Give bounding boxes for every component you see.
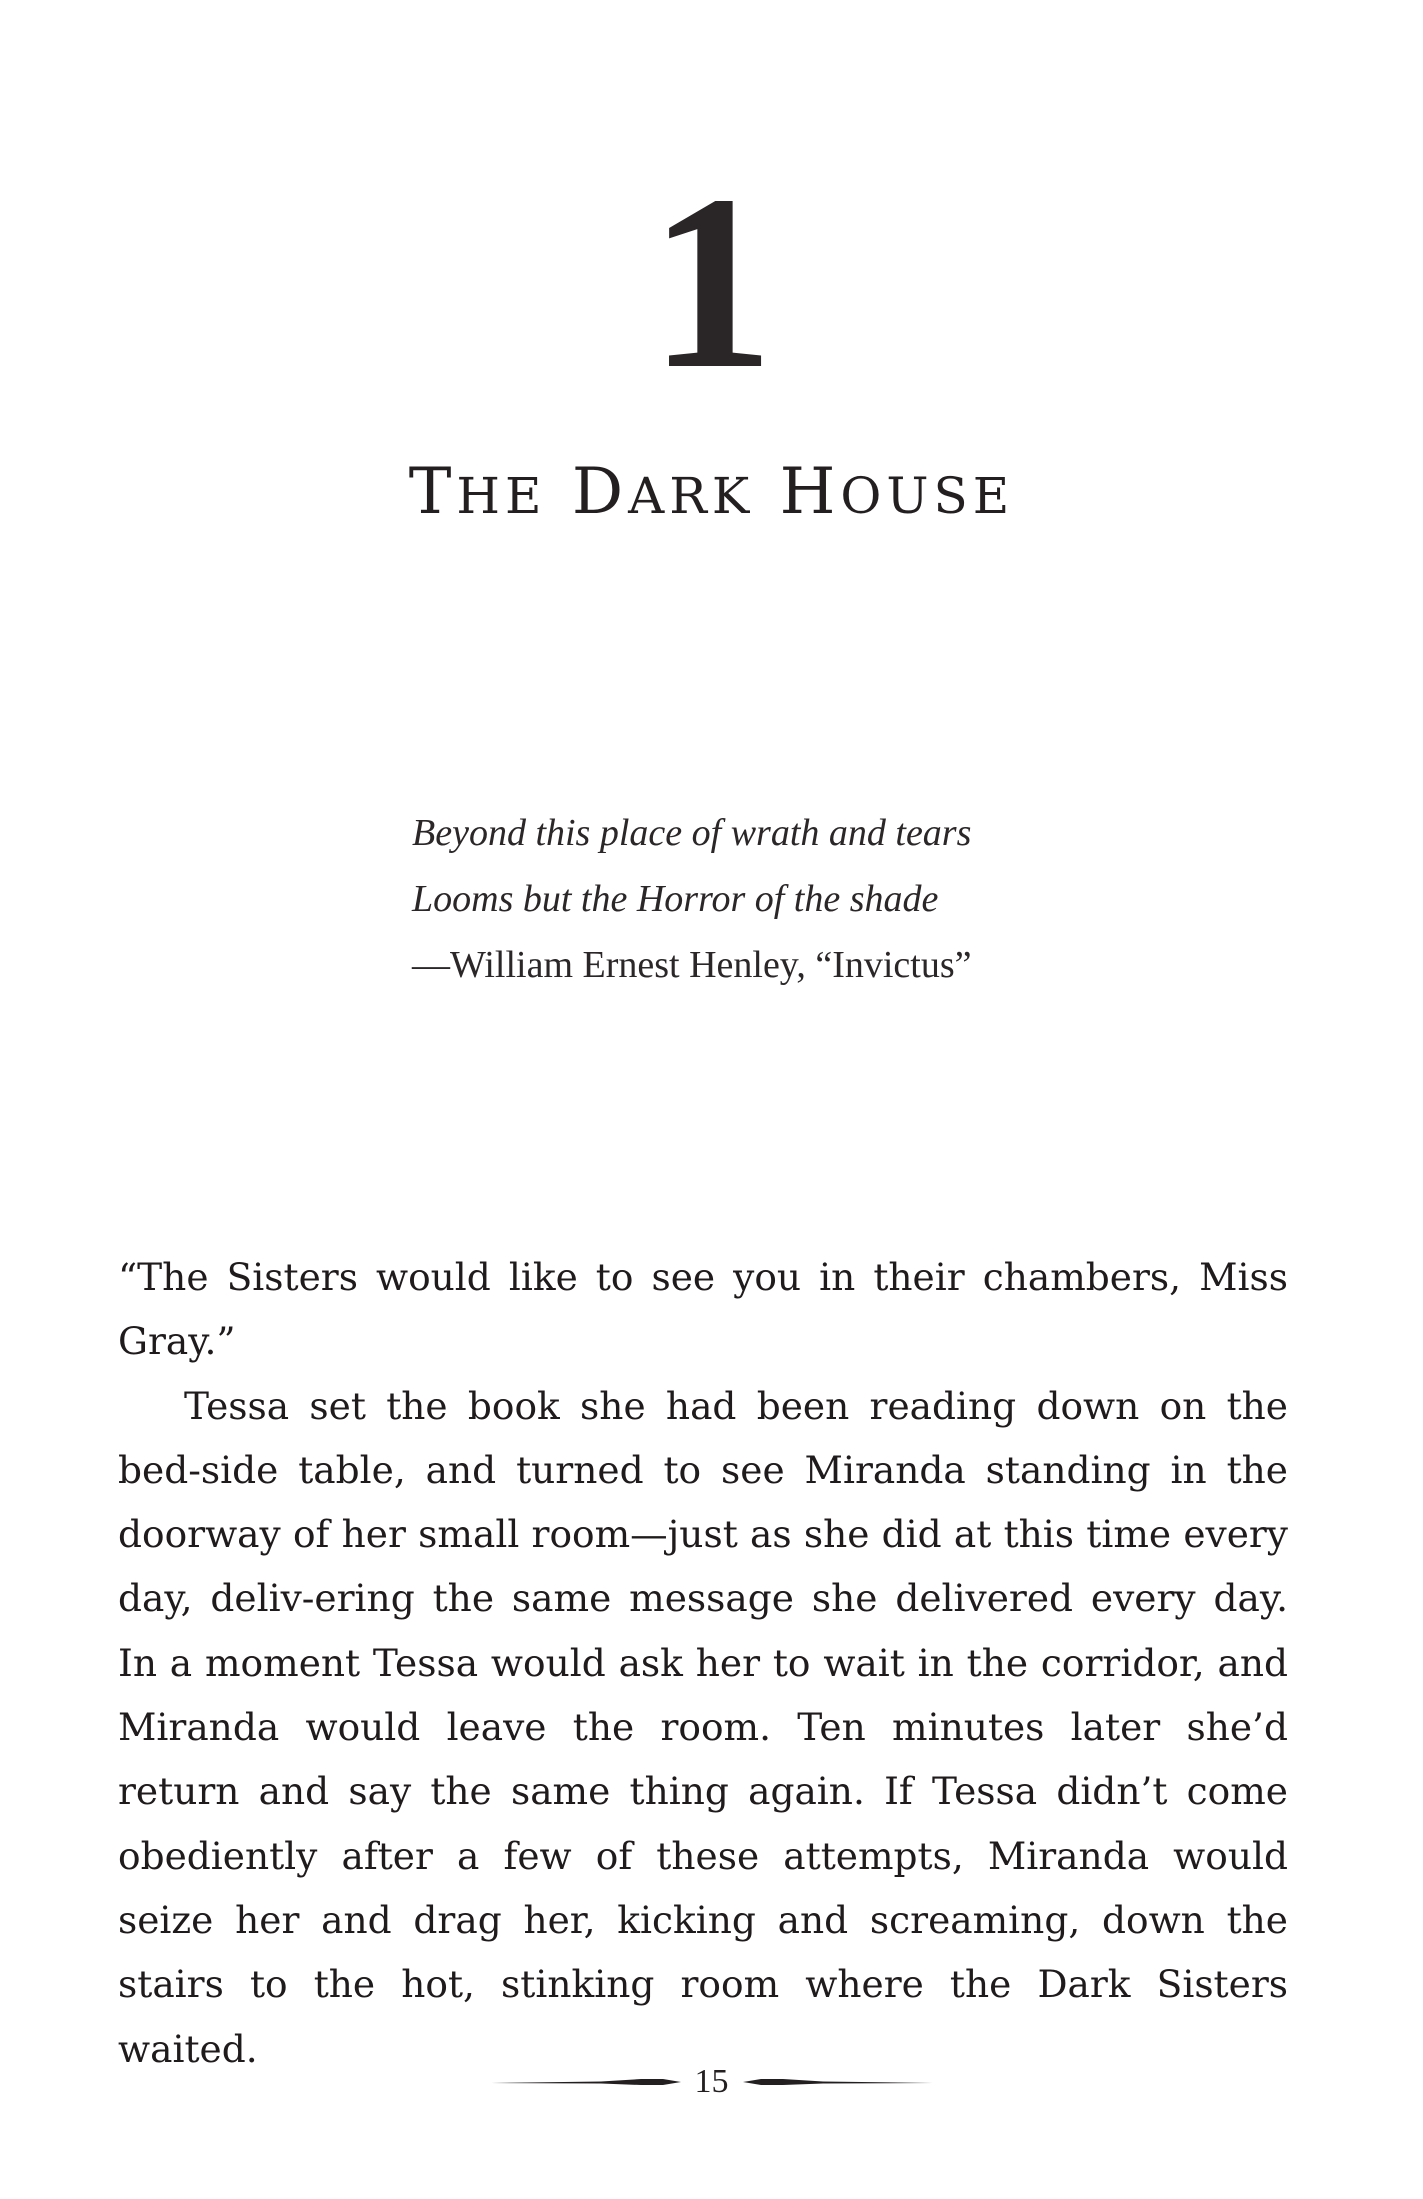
epigraph-line: Looms but the Horror of the shade xyxy=(412,878,939,920)
title-initial: H xyxy=(779,455,841,529)
title-word-1 xyxy=(409,455,547,529)
right-ornament-icon xyxy=(743,2072,933,2092)
chapter-number: 1 xyxy=(649,144,774,421)
title-word-3 xyxy=(780,455,1015,529)
body-text xyxy=(118,1245,1288,2081)
chapter-title xyxy=(0,452,1423,536)
paragraph: Tessa set the book she had been reading down on the bed-side table, and turned to see Miranda standing in the doorway of her small room—just as she did at this time every day, deliv-ering the same message she delivered every day. In a moment Tessa would ask her to wait in the corridor, and Miranda would leave the room. Ten minutes later she’d return and say the same thing again. If Tessa didn’t come obediently after a few of these attempts, Miranda would seize her and drag her, kicking and screaming, down the stairs to the hot, stinking room where the Dark Sisters waited. xyxy=(118,1383,1288,2071)
title-small-caps: HE xyxy=(456,467,547,525)
title-initial: D xyxy=(571,455,629,529)
title-initial: T xyxy=(408,455,457,529)
title-small-caps: OUSE xyxy=(840,467,1015,525)
epigraph-line: Beyond this place of wrath and tears xyxy=(412,812,972,854)
page-number: 15 xyxy=(694,2063,729,2100)
left-ornament-icon xyxy=(491,2072,681,2092)
folio xyxy=(0,2060,1423,2104)
title-word-2 xyxy=(572,455,754,529)
title-small-caps: ARK xyxy=(628,467,755,525)
epigraph-attribution: —William Ernest Henley, “Invictus” xyxy=(412,944,972,986)
epigraph xyxy=(412,800,1112,998)
paragraph: “The Sisters would like to see you in their chambers, Miss Gray.” xyxy=(118,1255,1288,1364)
